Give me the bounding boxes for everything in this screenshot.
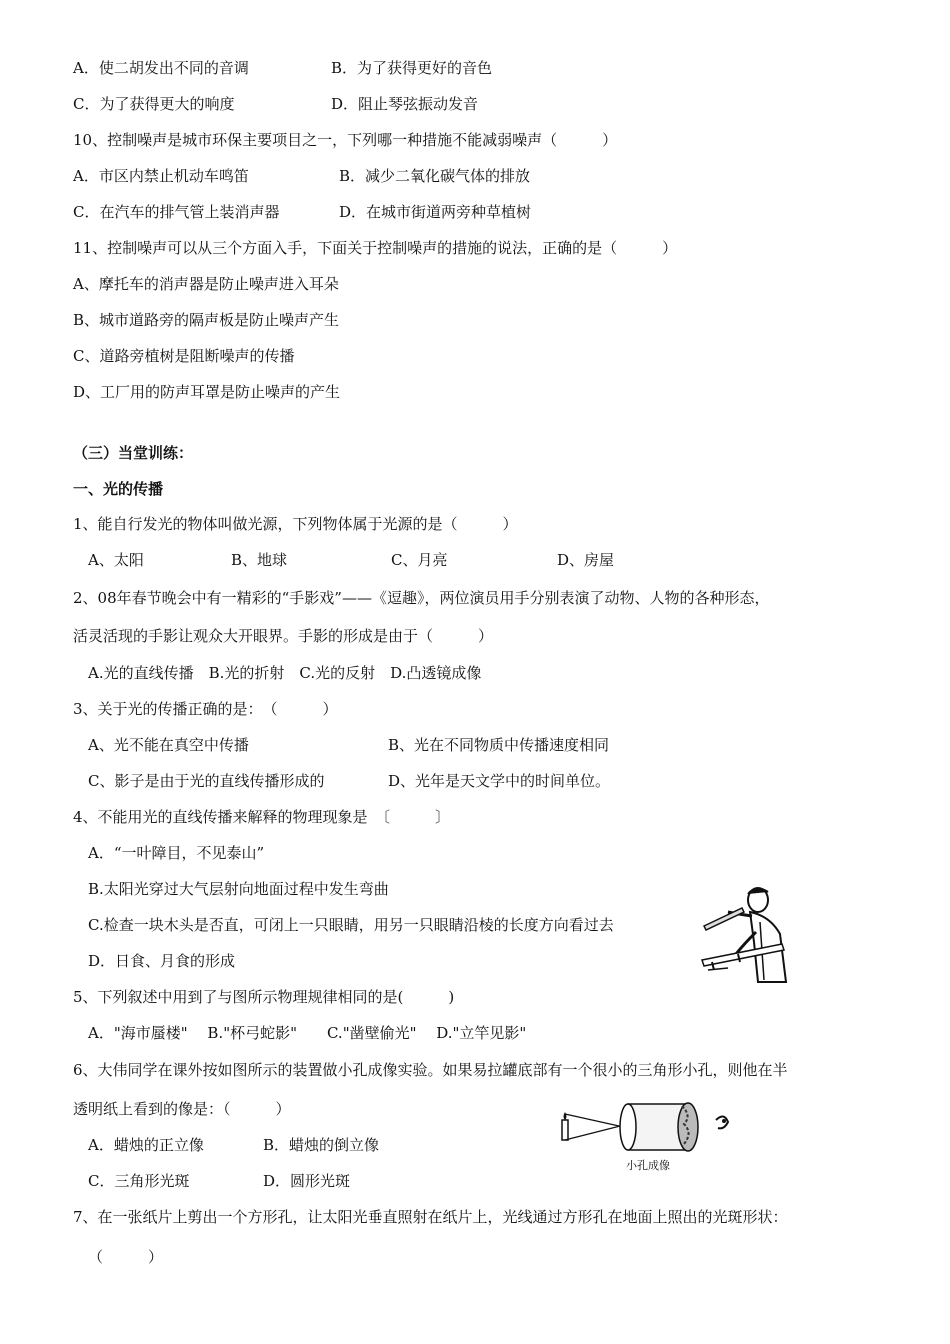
p7-answer-blank: （ ） (88, 1248, 164, 1266)
p6-stem-line1: 6、大伟同学在课外按如图所示的装置做小孔成像实验。如果易拉罐底部有一个很小的三角形小孔，则他在半 (73, 1061, 788, 1079)
p1-option-d: D、房屋 (557, 551, 615, 569)
p5-stem: 5、下列叙述中用到了与图所示物理规律相同的是( ) (73, 988, 455, 1006)
p7-stem: 7、在一张纸片上剪出一个方形孔，让太阳光垂直照射在纸片上，光线通过方形孔在地面上照出的光斑形状： (73, 1208, 788, 1226)
p6-option-d: D．圆形光斑 (263, 1172, 351, 1190)
p2-options: A.光的直线传播 B.光的折射 C.光的反射 D.凸透镜成像 (88, 664, 482, 682)
q9-option-c: C．为了获得更大的响度 (73, 95, 235, 113)
q9-option-b: B．为了获得更好的音色 (331, 59, 493, 77)
p2-stem-line1: 2、08年春节晚会中有一精彩的“手影戏”——《逗趣》，两位演员用手分别表演了动物、人物的各种形态， (73, 589, 770, 607)
pinhole-figure-caption: 小孔成像 (626, 1159, 670, 1172)
p6-option-c: C．三角形光斑 (88, 1172, 190, 1190)
q10-option-c: C．在汽车的排气管上装消声器 (73, 203, 280, 221)
p6-stem-line2: 透明纸上看到的像是：（ ） (73, 1100, 291, 1118)
section-heading: （三）当堂训练： (73, 444, 194, 462)
p1-option-c: C、月亮 (391, 551, 448, 569)
p1-option-a: A、太阳 (88, 551, 144, 569)
p4-option-c: C.检查一块木头是否直，可闭上一只眼睛，用另一只眼睛沿棱的长度方向看过去 (88, 916, 614, 934)
q9-option-a: A．使二胡发出不同的音调 (73, 59, 249, 77)
pinhole-camera-figure (556, 1090, 746, 1156)
q11-stem: 11、控制噪声可以从三个方面入手，下面关于控制噪声的措施的说法，正确的是（ ） (73, 239, 678, 257)
p3-option-d: D、光年是天文学中的时间单位。 (388, 772, 611, 790)
p2-stem-line2: 活灵活现的手影让观众大开眼界。手影的形成是由于（ ） (73, 627, 494, 645)
p3-option-a: A、光不能在真空中传播 (88, 736, 249, 754)
p1-stem: 1、能自行发光的物体叫做光源，下列物体属于光源的是（ ） (73, 515, 518, 533)
q9-option-d: D．阻止琴弦振动发音 (331, 95, 479, 113)
q11-option-b: B、城市道路旁的隔声板是防止噪声产生 (73, 311, 340, 329)
q10-stem: 10、控制噪声是城市环保主要项目之一，下列哪一种措施不能减弱噪声（ ） (73, 131, 618, 149)
p4-stem: 4、不能用光的直线传播来解释的物理现象是 〔 〕 (73, 808, 451, 826)
p3-stem: 3、关于光的传播正确的是： （ ） (73, 700, 338, 718)
q10-option-d: D．在城市街道两旁种草植树 (339, 203, 532, 221)
p5-options: A．"海市蜃楼" B."杯弓蛇影" C."凿壁偷光" D."立竿见影" (88, 1024, 527, 1042)
q11-option-c: C、道路旁植树是阻断噪声的传播 (73, 347, 295, 365)
q11-option-a: A、摩托车的消声器是防止噪声进入耳朵 (73, 275, 339, 293)
p4-option-a: A．“一叶障目，不见泰山” (88, 844, 265, 862)
q10-option-b: B．减少二氧化碳气体的排放 (339, 167, 531, 185)
p4-option-d: D．日食、月食的形成 (88, 952, 236, 970)
p6-option-b: B．蜡烛的倒立像 (263, 1136, 380, 1154)
q10-option-a: A．市区内禁止机动车鸣笛 (73, 167, 249, 185)
p3-option-b: B、光在不同物质中传播速度相同 (388, 736, 610, 754)
man-sighting-plank-figure (698, 882, 798, 994)
p4-option-b: B.太阳光穿过大气层射向地面过程中发生弯曲 (88, 880, 389, 898)
section-subheading: 一、光的传播 (73, 480, 164, 498)
p3-option-c: C、影子是由于光的直线传播形成的 (88, 772, 325, 790)
p1-option-b: B、地球 (231, 551, 288, 569)
q11-option-d: D、工厂用的防声耳罩是防止噪声的产生 (73, 383, 341, 401)
p6-option-a: A．蜡烛的正立像 (88, 1136, 204, 1154)
